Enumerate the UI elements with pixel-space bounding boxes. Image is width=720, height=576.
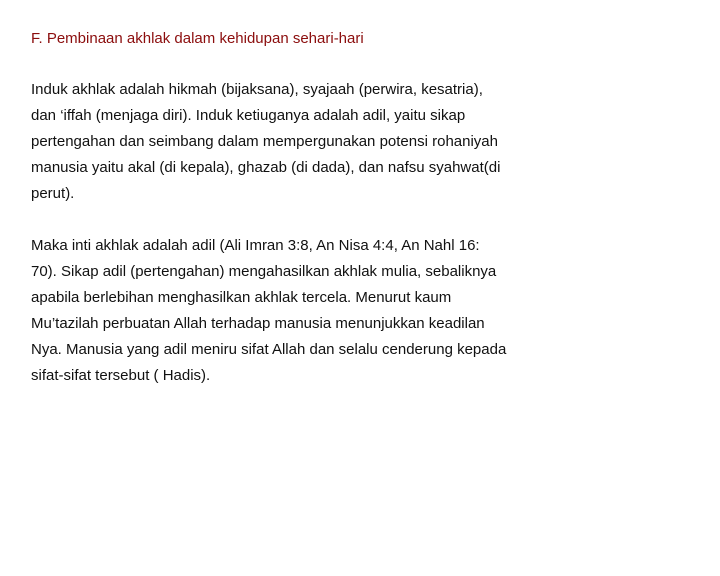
section-heading: F. Pembinaan akhlak dalam kehidupan sehari-hari xyxy=(31,30,364,47)
paragraph-2-line: Maka inti akhlak adalah adil (Ali Imran 3:8, An Nisa 4:4, An Nahl 16: xyxy=(31,237,480,254)
paragraph-1-line: Induk akhlak adalah hikmah (bijaksana), syajaah (perwira, kesatria), xyxy=(31,81,483,98)
paragraph-1-line: perut). xyxy=(31,185,75,202)
paragraph-1-line: pertengahan dan seimbang dalam mempergunakan potensi rohaniyah xyxy=(31,133,498,150)
paragraph-1-line: dan ‘iffah (menjaga diri). Induk ketiuganya adalah adil, yaitu sikap xyxy=(31,107,466,124)
paragraph-2-line: apabila berlebihan menghasilkan akhlak tercela. Menurut kaum xyxy=(31,289,452,306)
paragraph-2-line: Mu’tazilah perbuatan Allah terhadap manusia menunjukkan keadilan xyxy=(31,315,485,332)
paragraph-2-line: sifat-sifat tersebut ( Hadis). xyxy=(31,367,211,384)
paragraph-2-line: 70). Sikap adil (pertengahan) mengahasilkan akhlak mulia, sebaliknya xyxy=(31,263,497,280)
paragraph-1 xyxy=(31,77,591,207)
paragraph-2-line: Nya. Manusia yang adil meniru sifat Allah dan selalu cenderung kepada xyxy=(31,341,507,358)
paragraph-2 xyxy=(31,233,591,389)
paragraph-1-line: manusia yaitu akal (di kepala), ghazab (di dada), dan nafsu syahwat(di xyxy=(31,159,501,176)
